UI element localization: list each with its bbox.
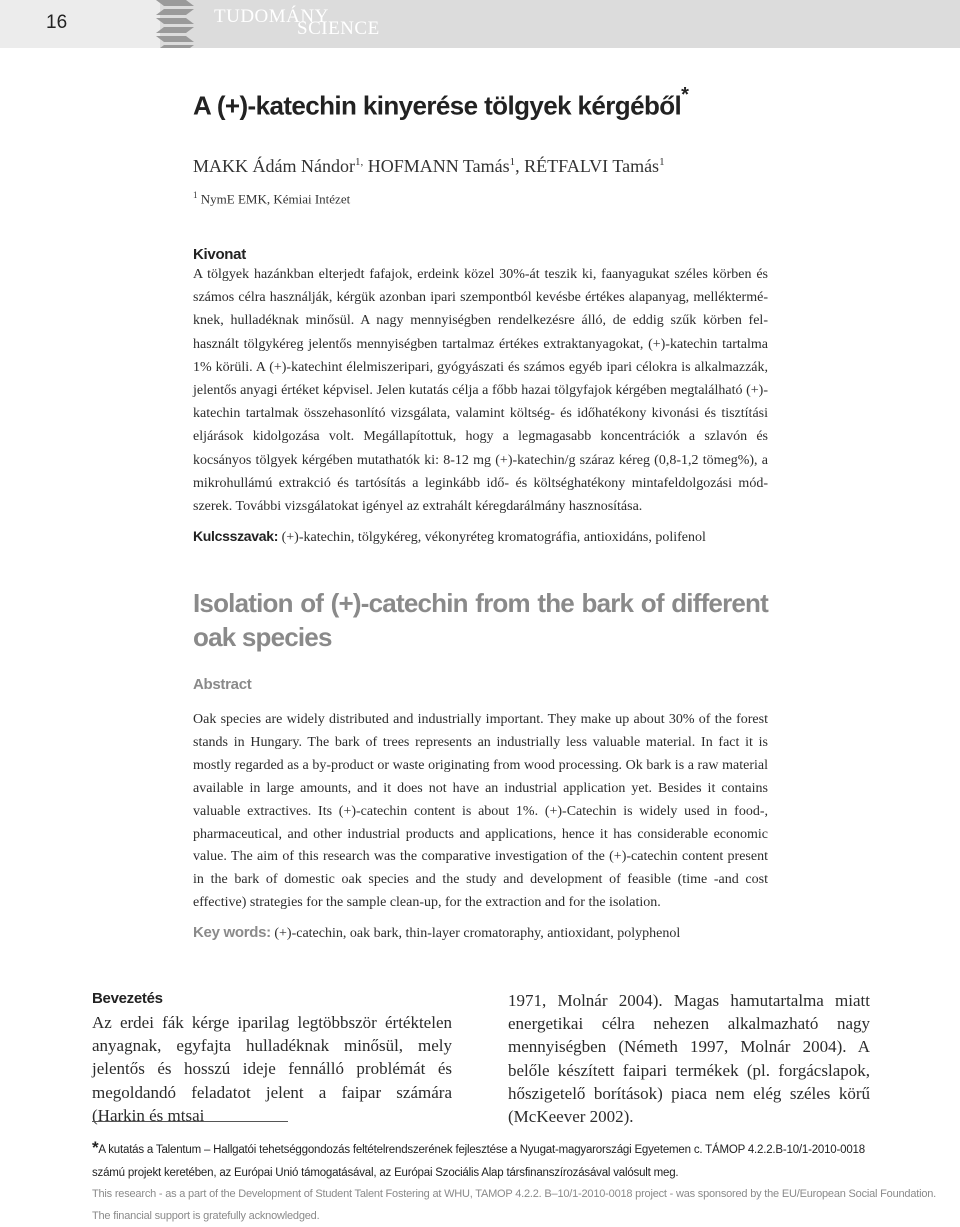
footnote-en-line-2: The financial support is gratefully acknowledged. (92, 1210, 320, 1222)
page-number: 16 (46, 12, 68, 33)
keywords-label: Key words: (193, 924, 271, 941)
footnote-mark: * (92, 1138, 99, 1157)
footnote-hu (92, 1136, 874, 1185)
bevezetes-heading: Bevezetés (92, 990, 163, 1007)
footnote-en-line-1: This research - as a part of the Development of Student Talent Fostering at WHU, TAMOP 4.2.2. B–10/1-2010-0018 project - was sponsored by the EU/European Social Foundation. (92, 1188, 937, 1200)
footnote-divider (92, 1121, 288, 1122)
header-stripes-icon (156, 0, 196, 48)
intro-left-column (92, 990, 452, 1127)
intro-right-column (508, 989, 870, 1128)
kivonat-heading: Kivonat (193, 246, 246, 263)
affiliation-text: NymE EMK, Kémiai Intézet (200, 191, 351, 207)
affiliation (193, 190, 350, 207)
affiliation-mark: 1 (193, 190, 198, 200)
english-title: Isolation of (+)-catechin from the bark of different oak species (193, 588, 768, 652)
kulcsszavak-label: Kulcsszavak: (193, 528, 279, 544)
author-3-affil: 1 (659, 156, 665, 168)
bevezetes-right-text: 1971, Molnár 2004). Magas hamutartalma miatt energetikai célra nehezen alkalmazható nagy mennyiségben (Németh 1997, Molnár 2004). A belőle készített faipari termékek (pl. forgácslapok, hőszigetelő borítások) piaca nem elég széles körű (McKeever 2002). (508, 991, 870, 1127)
title-footnote-mark: * (681, 84, 689, 106)
keywords (193, 924, 680, 942)
author-1-affil: 1, (354, 156, 364, 168)
author-3: RÉTFALVI Tamás (524, 156, 660, 176)
article-title (193, 84, 689, 122)
kulcsszavak-text: (+)-katechin, tölgykéreg, vékonyréteg kromatográfia, antioxidáns, polifenol (281, 530, 706, 545)
author-2: HOFMANN Tamás (367, 156, 510, 176)
footnote-text: A kutatás a Talentum – Hallgatói tehetséggondozás feltételrendszerének fejlesztése a Nyugat-magyarországi Egyetemen c. TÁMOP 4.2.2.B-10/1-2010-0018 számú projekt keretében, az Európai Unió támogatásával, az Európai Szociális Alap társfinanszírozásával valósult meg. (92, 1144, 865, 1179)
abstract-text: Oak species are widely distributed and industrially important. They make up about 30% of the forest stands in Hungary. The bark of trees represents an industrially less valuable material. In fact it is mostly regarded as a by-product or waste originating from wood processing. Ok bark is a raw material available in large amounts, and it does not have an industrial application yet. Besides it contains valuable extractives. Its (+)-catechin content is about 1%. (+)-Catechin is widely used in food-, pharmaceutical, and other industrial products and applications, hence it has considerable economic value. The aim of this research was the comparative investigation of the (+)-catechin content present in the bark of domestic oak species and the study and development of feasible (time -and cost effective) strategies for the sample clean-up, for the extraction and for the isolation. (193, 712, 768, 911)
keywords-text: (+)-catechin, oak bark, thin-layer cromatoraphy, antioxidant, polyphenol (274, 926, 681, 941)
page-number-box (0, 0, 160, 48)
kulcsszavak (193, 528, 706, 546)
section-label-hu: TUDOMÁNY (214, 6, 329, 27)
kivonat-text: A tölgyek hazánkban elterjedt fafajok, erdeink közel 30%-át teszik ki, faanyagukat széles körben és számos célra használják, kérgük azonban ipari szempontból kevésbe értékes alapanyag, mellékterméknek, hulladéknak minősül. A nagy mennyiségben rendelkezésre álló, de eddig szűk körben felhasznált tölgykéreg jelentős mennyiségben tartalmaz értékes extraktanyagokat, (+)-katechin tartalma 1% körüli. A (+)-katechint élelmiszeripari, gyógyászati és számos egyéb ipari célokra is alkalmazzák, jelentős anyagi értéket képvisel. Jelen kutatás célja a főbb hazai tölgyfajok kérgében megtalálható (+)-katechin tartalmak összehasonlító vizsgálata, valamint költség- és időhatékony kivonási és tisztítási eljárások kidolgozása volt. Megállapítottuk, hogy a legmagasabb koncentrációk a szlavón és kocsányos tölgyek kérgében mutathatók ki: 8-12 mg (+)-katechin/g száraz kéreg (0,8-1,2 tömeg%), a mikrohullámú extrakció és tartósítás a leginkább idő- és költséghatékony mintafeldolgozási módszerek. További vizsgálatokat igényel az extrahált kéregdarálmány hasznosítása. (193, 267, 768, 515)
author-1: MAKK Ádám Nándor (193, 156, 355, 176)
title-text: A (+)-katechin kinyerése tölgyek kérgéből (193, 90, 682, 121)
bevezetes-left-text: Az erdei fák kérge iparilag legtöbbször értéktelen anyagnak, egyfajta hulladéknak minősül, mely jelentős és hosszú ideje fennálló problémát és megoldandó feladatot jelent a faipar számára (Harkin és mtsai (92, 1013, 452, 1125)
section-label-en: SCIENCE (297, 18, 380, 39)
abstract-heading: Abstract (193, 676, 252, 693)
author-2-affil: 1 (509, 156, 516, 168)
author-list: MAKK Ádám Nándor$^{1,}$ HOFMANN Tamás$^1$, RÉTFALVI Tamás$^1$ (193, 156, 665, 176)
